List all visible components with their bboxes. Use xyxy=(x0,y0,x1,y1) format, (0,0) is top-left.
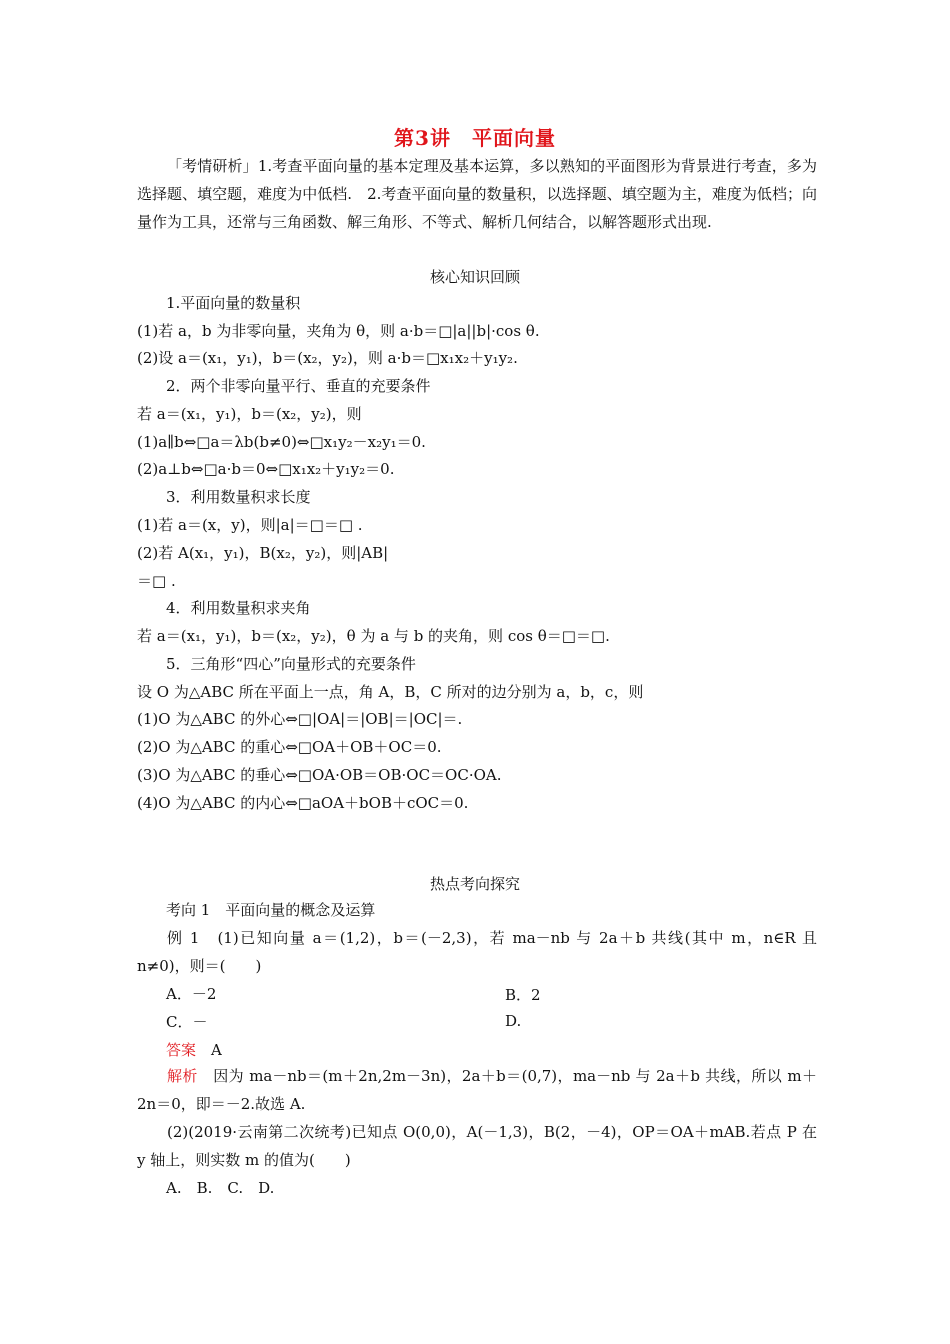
text-line: (3)O 为△ABC 的垂心⇔□OA·OB＝OB·OC＝OC·OA. xyxy=(137,766,502,784)
option-a: A．－2 xyxy=(166,985,217,1003)
answer-label: 答案 xyxy=(166,1041,197,1059)
text-line: 5．三角形“四心”向量形式的充要条件 xyxy=(166,655,416,673)
intro-paragraph xyxy=(137,152,817,236)
text-line: (2)若 A(x₁，y₁)，B(x₂，y₂)，则|AB| xyxy=(137,544,389,562)
text-line: 设 O 为△ABC 所在平面上一点，角 A，B，C 所对的边分别为 a，b，c，则 xyxy=(137,683,644,701)
text-line: 3．利用数量积求长度 xyxy=(166,488,311,506)
answer-value: A xyxy=(211,1041,222,1059)
direction-heading: 考向 1 平面向量的概念及运算 xyxy=(166,901,376,919)
analysis-text: 因为 ma－nb＝(m＋2n,2m－3n)，2a＋b＝(0,7)，ma－nb 与 2a＋b 共线，所以 m＋2n＝0，即＝－2.故选 A. xyxy=(137,1067,817,1113)
example-part2: (2)(2019·云南第二次统考)已知点 O(0,0)，A(－1,3)，B(2，－4)，OP＝OA＋mAB.若点 P 在 y 轴上，则实数 m 的值为( ) xyxy=(137,1123,817,1169)
text-line: (2)设 a＝(x₁，y₁)，b＝(x₂，y₂)，则 a·b＝□x₁x₂＋y₁y₂. xyxy=(137,349,518,367)
page-title: 第3讲 平面向量 xyxy=(394,126,556,150)
text-line: 若 a＝(x₁，y₁)，b＝(x₂，y₂)，θ 为 a 与 b 的夹角，则 cos θ＝□＝□. xyxy=(137,627,610,645)
intro-tag: 「考情研析」 xyxy=(167,157,258,175)
answer-line xyxy=(166,1040,222,1060)
text-line: (2)a⊥b⇔□a·b＝0⇔□x₁x₂＋y₁y₂＝0. xyxy=(137,460,395,478)
part2-options: A. B. C. D. xyxy=(166,1179,275,1197)
option-d: D. xyxy=(505,1012,522,1030)
text-line: 若 a＝(x₁，y₁)，b＝(x₂，y₂)，则 xyxy=(137,405,362,423)
section-heading-core: 核心知识回顾 xyxy=(429,268,520,286)
text-line: (1)若 a＝(x，y)，则|a|＝□＝□ . xyxy=(137,516,363,534)
option-c: C．－ xyxy=(166,1013,208,1031)
text-line: 2．两个非零向量平行、垂直的充要条件 xyxy=(166,377,431,395)
option-b: B．2 xyxy=(505,986,541,1004)
text-line: ＝□ . xyxy=(137,572,176,590)
text-line: (1)a∥b⇔□a＝λb(b≠0)⇔□x₁y₂－x₂y₁＝0. xyxy=(137,433,426,451)
text-line: (4)O 为△ABC 的内心⇔□aOA＋bOB＋cOC＝0. xyxy=(137,794,469,812)
text-line: (1)O 为△ABC 的外心⇔□|OA|＝|OB|＝|OC|＝. xyxy=(137,710,463,728)
example-question: 例 1 (1)已知向量 a＝(1,2)，b＝(－2,3)，若 ma－nb 与 2a＋b 共线(其中 m，n∈R 且 n≠0)，则＝( ) xyxy=(137,929,817,975)
text-line: 1.平面向量的数量积 xyxy=(166,294,301,312)
text-line: (2)O 为△ABC 的重心⇔□OA＋OB＋OC＝0. xyxy=(137,738,442,756)
text-line: 4．利用数量积求夹角 xyxy=(166,599,311,617)
analysis-label: 解析 xyxy=(167,1067,198,1085)
intro-text: 1.考查平面向量的基本定理及基本运算，多以熟知的平面图形为背景进行考查，多为选择题、填空题，难度为中低档. 2.考查平面向量的数量积，以选择题、填空题为主，难度为低档；向量作为工具，还常与三角函数、解三角形、不等式、解析几何结合，以解答题形式出现. xyxy=(137,157,817,231)
text-line: (1)若 a，b 为非零向量，夹角为 θ，则 a·b＝□|a||b|·cos θ. xyxy=(137,322,540,340)
analysis-paragraph xyxy=(137,1062,817,1118)
section-heading-hot: 热点考向探究 xyxy=(429,875,520,893)
